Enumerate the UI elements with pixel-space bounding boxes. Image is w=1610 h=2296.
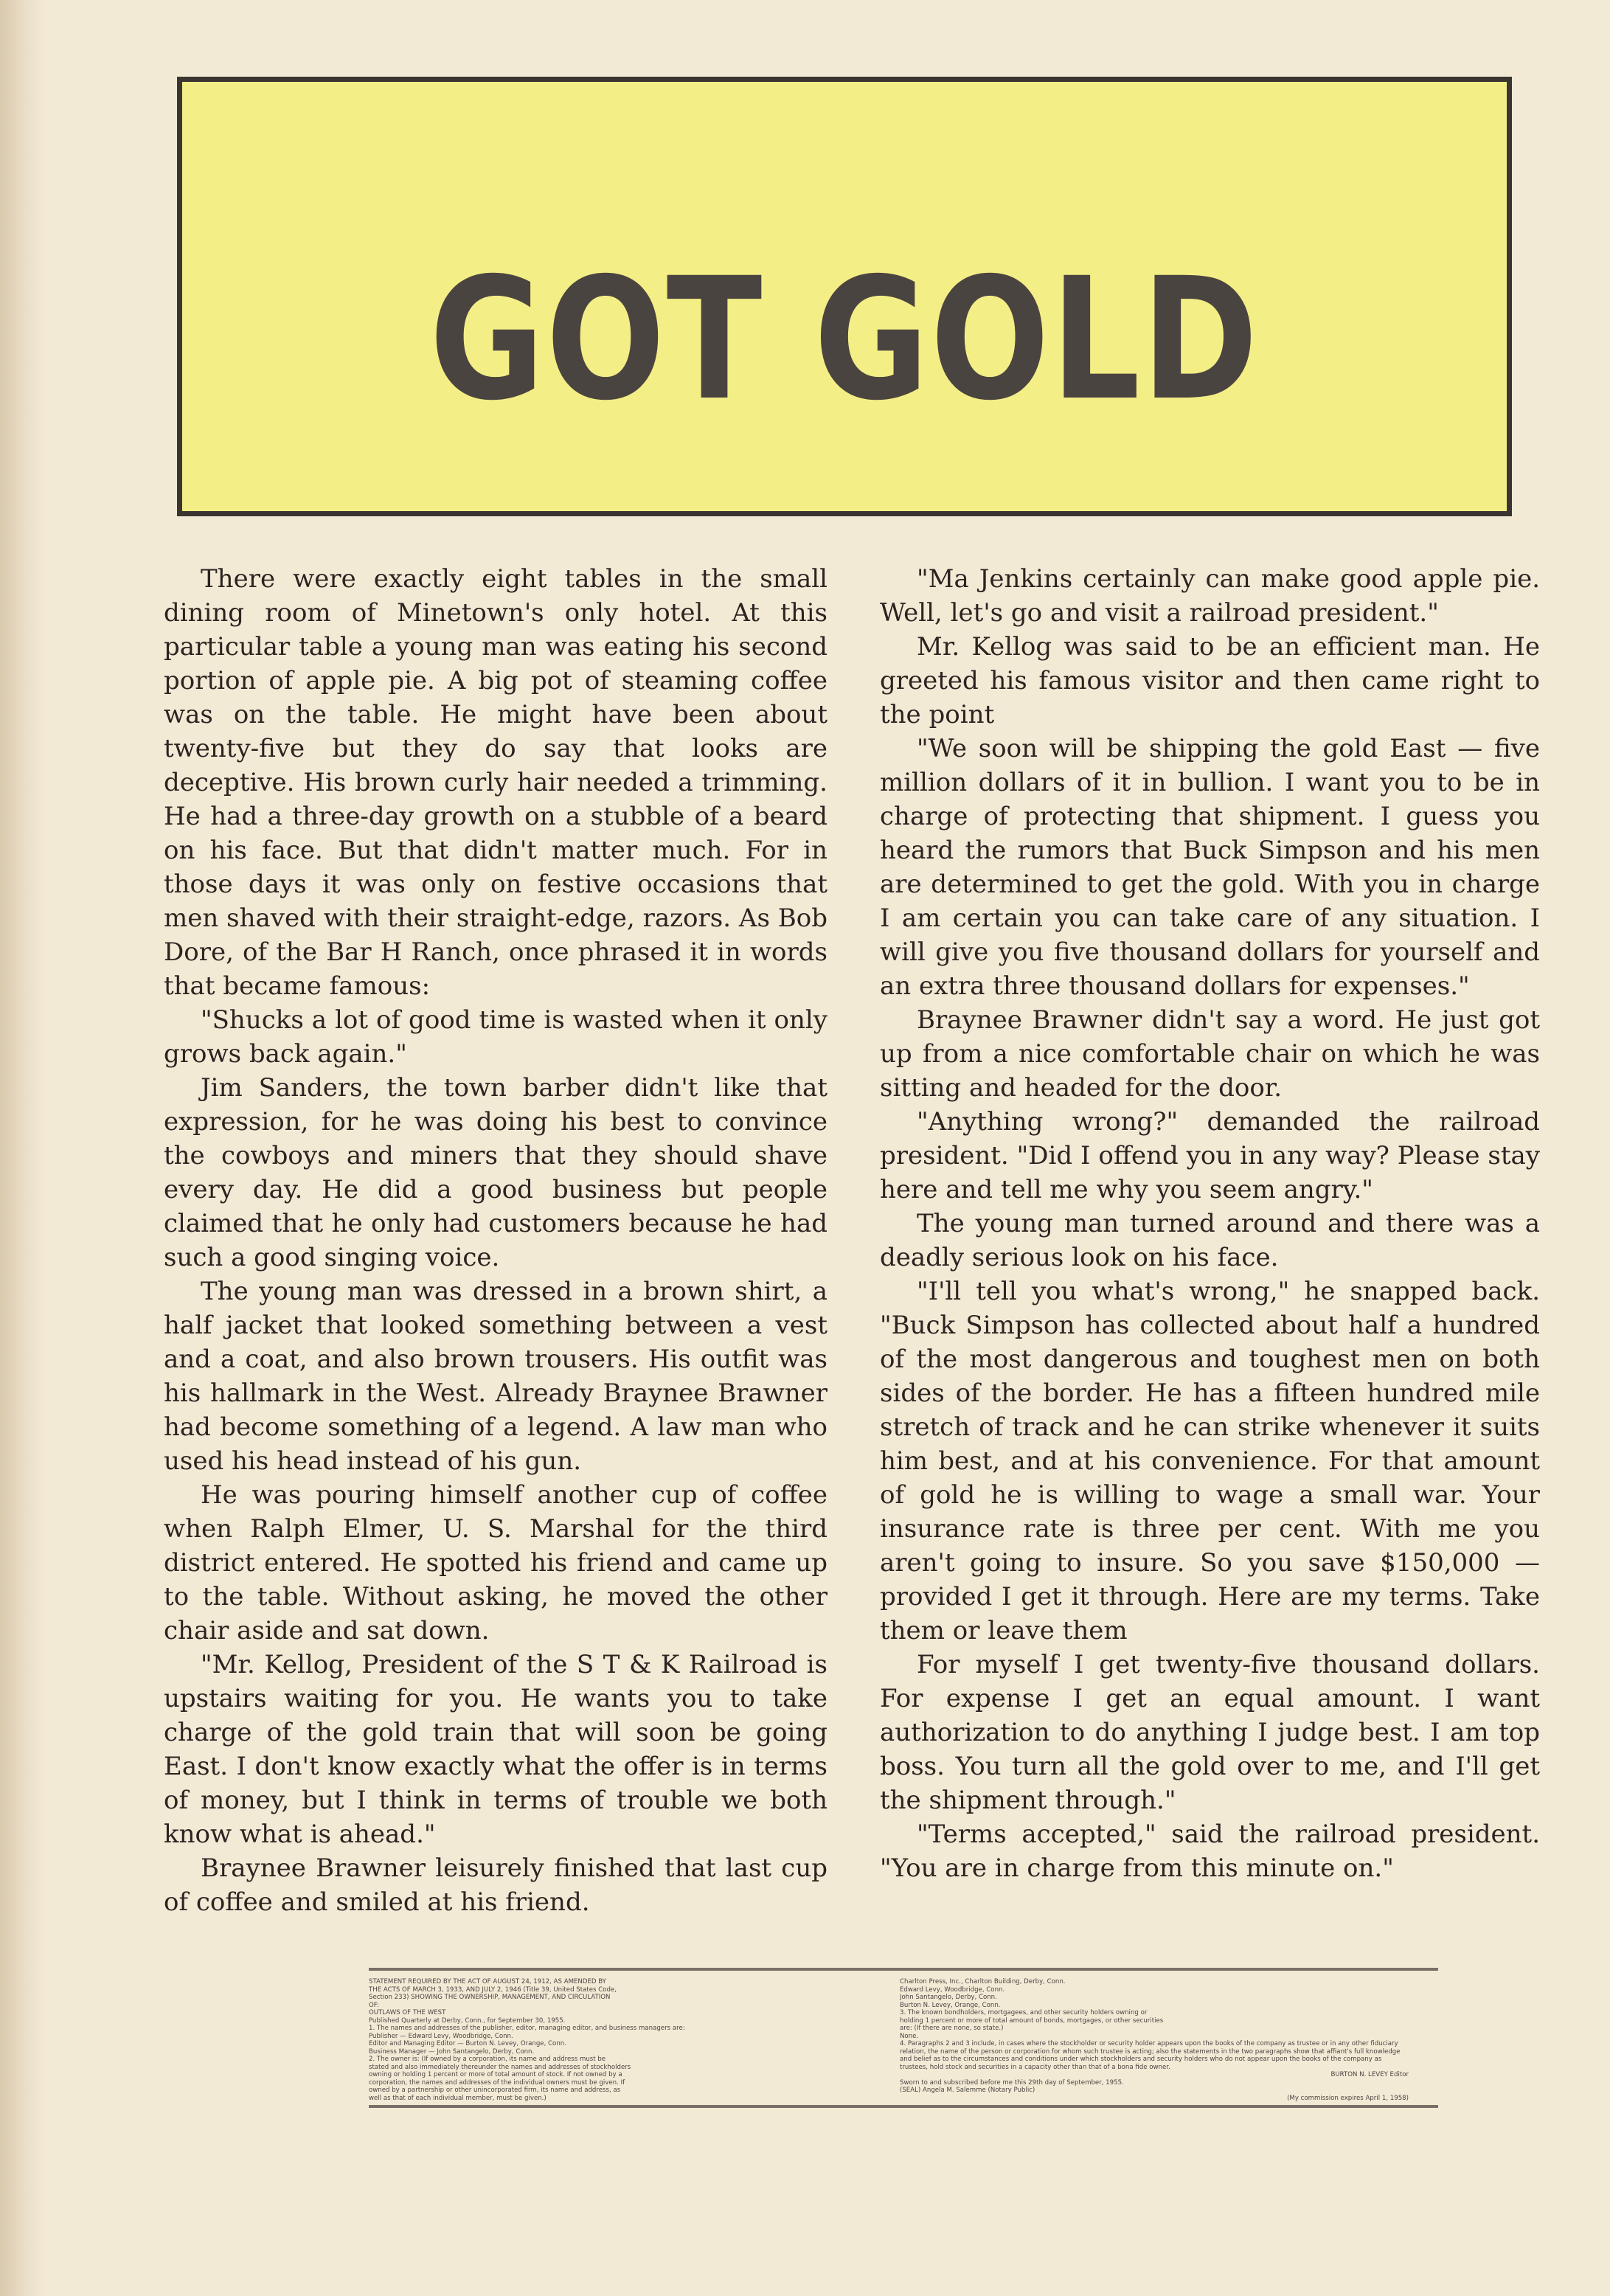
statement-line: owning or holding 1 percent or more of total amount of stock. If not owned by a: [369, 2071, 622, 2078]
story-paragraph: The young man turned around and there was a deadly serious look on his face.: [880, 1209, 1540, 1272]
statement-line: (My commission expires April 1, 1958): [1287, 2094, 1409, 2102]
statement-line: Sworn to and subscribed before me this 29th day of September, 1955.: [900, 2078, 1124, 2087]
story-paragraph: The young man was dressed in a brown shirt, a half jacket that looked something between a vest and a coat, and also brown trousers. His outfit was his hallmark in the West. Already Braynee Brawner had become something of a legend. A law man who used his head instead of his gun.: [164, 1277, 827, 1476]
statement-line: Publisher — Edward Levy, Woodbridge, Conn.: [369, 2032, 513, 2040]
story-paragraph: "I'll tell you what's wrong," he snapped back. "Buck Simpson has collected about half a hundred of the most dangerous and toughest men on both sides of the border. He has a fifteen hundred mile stretch of track and he can strike whenever it suits him best, and at his convenience. For that amount of gold he is willing to wage a small war. Your insurance rate is three per cent. With me you aren't going to insure. So you save $150,000 — provided I get it through. Here are my terms. Take them or leave them: [880, 1277, 1540, 1645]
story-paragraph: He was pouring himself another cup of coffee when Ralph Elmer, U. S. Marshal for the third district entered. He spotted his friend and came up to the table. Without asking, he moved the other chair aside and sat down.: [164, 1480, 827, 1645]
statement-line: 1. The names and addresses of the publisher, editor, managing editor, and business managers are:: [369, 2025, 685, 2032]
story-paragraph: "Shucks a lot of good time is wasted when it only grows back again.": [164, 1005, 827, 1069]
story-paragraph: Braynee Brawner leisurely finished that last cup of coffee and smiled at his friend.: [164, 1853, 827, 1917]
statement-line: 2. The owner is: (If owned by a corporation, its name and address must be: [369, 2056, 606, 2063]
story-paragraph: "We soon will be shipping the gold East — five million dollars of it in bullion. I want you to be in charge of protecting that shipment. I guess you heard the rumors that Buck Simpson and his men are determined to get the gold. With you in charge I am certain you can take care of any situation. I will give you five thousand dollars for yourself and an extra three thousand dollars for expenses.": [880, 734, 1540, 1001]
statement-line: Business Manager — John Santangelo, Derby, Conn.: [369, 2047, 535, 2056]
statement-line: 3. The known bondholders, mortgagees, and other security holders owning or: [900, 2009, 1148, 2016]
page-gutter-shadow: [0, 0, 44, 2296]
statement-line: owned by a partnership or other unincorporated firm, its name and address, as: [369, 2087, 621, 2094]
story-paragraph: Mr. Kellog was said to be an efficient man. He greeted his famous visitor and then came right to the point: [880, 632, 1540, 729]
statement-line: John Santangelo, Derby, Conn.: [900, 1994, 997, 2001]
story-paragraph: "Anything wrong?" demanded the railroad president. "Did I offend you in any way? Please stay here and tell me why you seem angry.": [880, 1107, 1540, 1204]
statement-line: well as that of each individual member, must be given.): [369, 2094, 547, 2102]
story-paragraph: Jim Sanders, the town barber didn't like that expression, for he was doing his best to convince the cowboys and miners that they should shave every day. He did a good business but people claimed that he only had customers because he had such a good singing voice.: [164, 1073, 827, 1272]
story-paragraph: "Mr. Kellog, President of the S T & K Railroad is upstairs waiting for you. He wants you to take charge of the gold train that will soon be going East. I don't know exactly what the offer is in terms of money, but I think in terms of trouble we both know what is ahead.": [164, 1650, 827, 1849]
statement-line: STATEMENT REQUIRED BY THE ACT OF AUGUST 24, 1912, AS AMENDED BY: [369, 1978, 606, 1985]
statement-line: stated and also immediately thereunder the names and addresses of stockholders: [369, 2063, 631, 2071]
statement-line: (SEAL) Angela M. Salemme (Notary Public): [900, 2087, 1035, 2094]
story-paragraph: Braynee Brawner didn't say a word. He just got up from a nice comfortable chair on which he was sitting and headed for the door.: [880, 1005, 1540, 1103]
statement-line: OF:: [369, 2001, 379, 2009]
statement-line: corporation, the names and addresses of the individual owners must be given. If: [369, 2078, 625, 2087]
story-paragraph: For myself I get twenty-five thousand dollars. For expense I get an equal amount. I want authorization to do anything I judge best. I am top boss. You turn all the gold over to me, and I'll get the shipment through.": [880, 1650, 1540, 1815]
ownership-statement: [369, 1968, 1438, 2108]
statement-line: Section 233) SHOWING THE OWNERSHIP, MANAGEMENT, AND CIRCULATION: [369, 1994, 611, 2001]
story-paragraph: "Ma Jenkins certainly can make good apple pie. Well, let's go and visit a railroad president.": [880, 564, 1540, 628]
statement-column-left: [369, 1978, 878, 2102]
statement-line: Burton N. Levey, Orange, Conn.: [900, 2001, 1001, 2009]
statement-line: are: (If there are none, so state.): [900, 2025, 1004, 2032]
story-paragraph: "Terms accepted," said the railroad president. "You are in charge from this minute on.": [880, 1820, 1540, 1883]
statement-line: Editor and Managing Editor — Burton N. Levey, Orange, Conn.: [369, 2040, 566, 2047]
statement-line: holding 1 percent or more of total amount of bonds, mortgages, or other securities: [900, 2016, 1164, 2025]
statement-line: Edward Levy, Woodbridge, Conn.: [900, 1985, 1005, 1994]
story-column-left: [164, 562, 827, 1919]
statement-line: None.: [900, 2032, 919, 2040]
statement-line: THE ACTS OF MARCH 3, 1933, AND JULY 2, 1946 (Title 39, United States Code,: [369, 1985, 617, 1994]
story-column-right: [880, 562, 1540, 1885]
statement-paragraph: 4. Paragraphs 2 and 3 include, in cases where the stockholder or security holder appears upon the books of the company as trustee or in any other fiduciary relation, the name of the person or corporation for whom such trustee is acting; also the statements in the two paragraphs show that affiant's full knowledge and belief as to the circumstances and conditions under which stockholders and security holders who do not appear upon the books of the company as trustees, hold stock and securities in a capacity other than that of a bona fide owner.: [900, 2040, 1401, 2071]
statement-line: OUTLAWS OF THE WEST: [369, 2009, 446, 2016]
statement-line: BURTON N. LEVEY Editor: [1330, 2071, 1409, 2078]
story-title: GOT GOLD: [429, 241, 1260, 437]
title-banner: [177, 77, 1512, 516]
story-paragraph: There were exactly eight tables in the small dining room of Minetown's only hotel. At this particular table a young man was eating his second portion of apple pie. A big pot of steaming coffee was on the table. He might have been about twenty-five but they do say that looks are deceptive. His brown curly hair needed a trimming. He had a three-day growth on a stubble of a beard on his face. But that didn't matter much. For in those days it was only on festive occasions that men shaved with their straight-edge, razors. As Bob Dore, of the Bar H Ranch, once phrased it in words that became famous:: [164, 564, 827, 1001]
statement-line: Published Quarterly at Derby, Conn., for September 30, 1955.: [369, 2016, 566, 2025]
statement-column-right: [900, 1978, 1409, 2102]
statement-line: Charlton Press, Inc., Charlton Building, Derby, Conn.: [900, 1978, 1066, 1985]
